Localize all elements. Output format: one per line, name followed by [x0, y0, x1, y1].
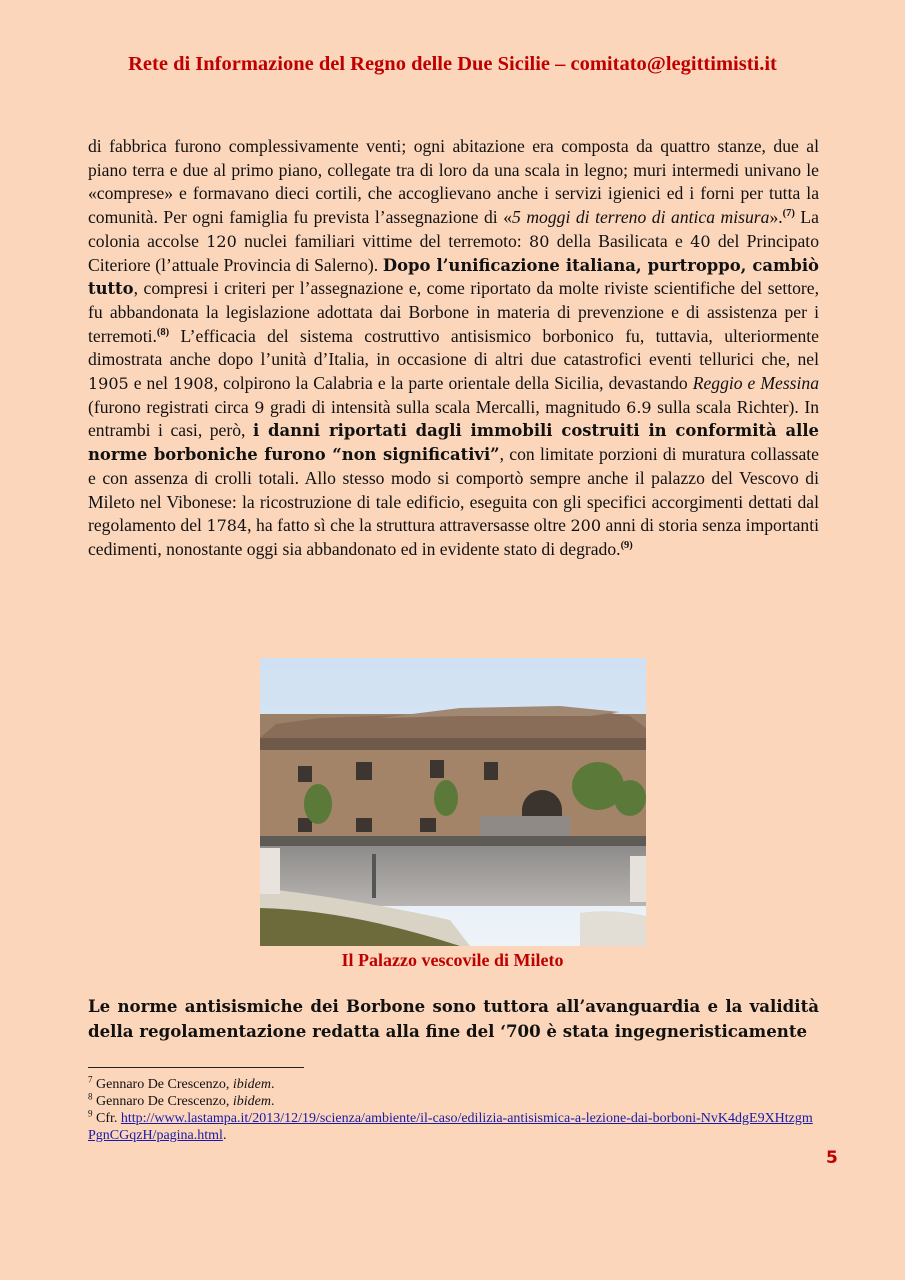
footnote-ref-7[interactable]: (7) [782, 208, 795, 220]
footnote-divider [88, 1067, 304, 1068]
conclusion-paragraph: Le norme antisismiche dei Borbone sono tuttora all’avanguardia e la validità della regolamentazione redatta alla fine del ‘700 è stata ingegneristicamente [88, 996, 819, 1041]
footnotes [88, 1076, 819, 1144]
footnote-ref-8[interactable]: (8) [156, 326, 170, 338]
footnote-7: $^7$ Gennaro De Crescenzo, ibidem. [88, 1074, 275, 1092]
palazzo-photo [260, 658, 646, 946]
footnote-ref-9[interactable]: (9) [620, 540, 633, 552]
footnote-9: $^9$ Cfr. http://www.lastampa.it/2013/12/19/scienza/ambiente/il-caso/edilizia-antisismica-a-lezione-dai-borboni-NvK4dgE9XHtzgmPgnCGqzH/pagina.html. [88, 1108, 813, 1143]
footnote-8: $^8$ Gennaro De Crescenzo, ibidem. [88, 1091, 275, 1109]
source-link[interactable]: http://www.lastampa.it/2013/12/19/scienza/ambiente/il-caso/edilizia-antisismica-a-lezione-dai-borboni-NvK4dgE9XHtzgmPgnCGqzH/pagina.html [88, 1111, 813, 1143]
figure-caption: Il Palazzo vescovile di Mileto [341, 950, 564, 970]
page-number: 5 [826, 1148, 838, 1168]
body-paragraph: di fabbrica furono complessivamente venti; ogni abitazione era composta da quattro stanze, due al piano terra e due al primo piano, collegate tra di loro da una scala in legno; muri intermedi univano le «comprese» e formavano dieci cortili, che accoglievano anche i servizi igienici ed i forni per tutta la comunità. Per ogni famiglia fu prevista l’assegnazione di «5 moggi di terreno di antica misura».$^{(7)}$ La colonia accolse 120 nuclei familiari vittime del terremoto: 80 della Basilicata e 40 del Principato Citeriore (l’attuale Provincia di Salerno). Dopo l’unificazione italiana, purtroppo, cambiò tutto, compresi i criteri per l’assegnazione e, come riportato da molte riviste scientifiche del settore, fu abbandonata la legislazione adottata dai Borbone in materia di prevenzione e di assistenza per i terremoti.$^{(8)}$ L’efficacia del sistema costruttivo antisismico borbonico fu, tuttavia, ulteriormente dimostrata anche dopo l’unità d’Italia, in occasione di altri due catastrofici eventi tellurici che, nel 1905 e nel 1908, colpirono la Calabria e la parte orientale della Sicilia, devastando Reggio e Messina (furono registrati circa 9 gradi di intensità sulla scala Mercalli, magnitudo 6.9 sulla scala Richter). In entrambi i casi, però, i danni riportati dagli immobili costruiti in conformità alle norme borboniche furono “non significativi”, con limitate porzioni di muratura collassate e con assenza di crolli totali. Allo stesso modo si comportò sempre anche il palazzo del Vescovo di Mileto nel Vibonese: la ricostruzione di tale edificio, eseguita con gli specifici accorgimenti dettati dal regolamento del 1784, ha fatto sì che la struttura attraversasse oltre 200 anni di storia senza importanti cedimenti, nonostante oggi sia abbandonato ed in evidente stato di degrado.$^{(9)}$ [88, 136, 820, 559]
page-header: Rete di Informazione del Regno delle Due Sicilie – comitato@legittimisti.it [128, 53, 777, 75]
palazzo-illustration [260, 658, 646, 946]
